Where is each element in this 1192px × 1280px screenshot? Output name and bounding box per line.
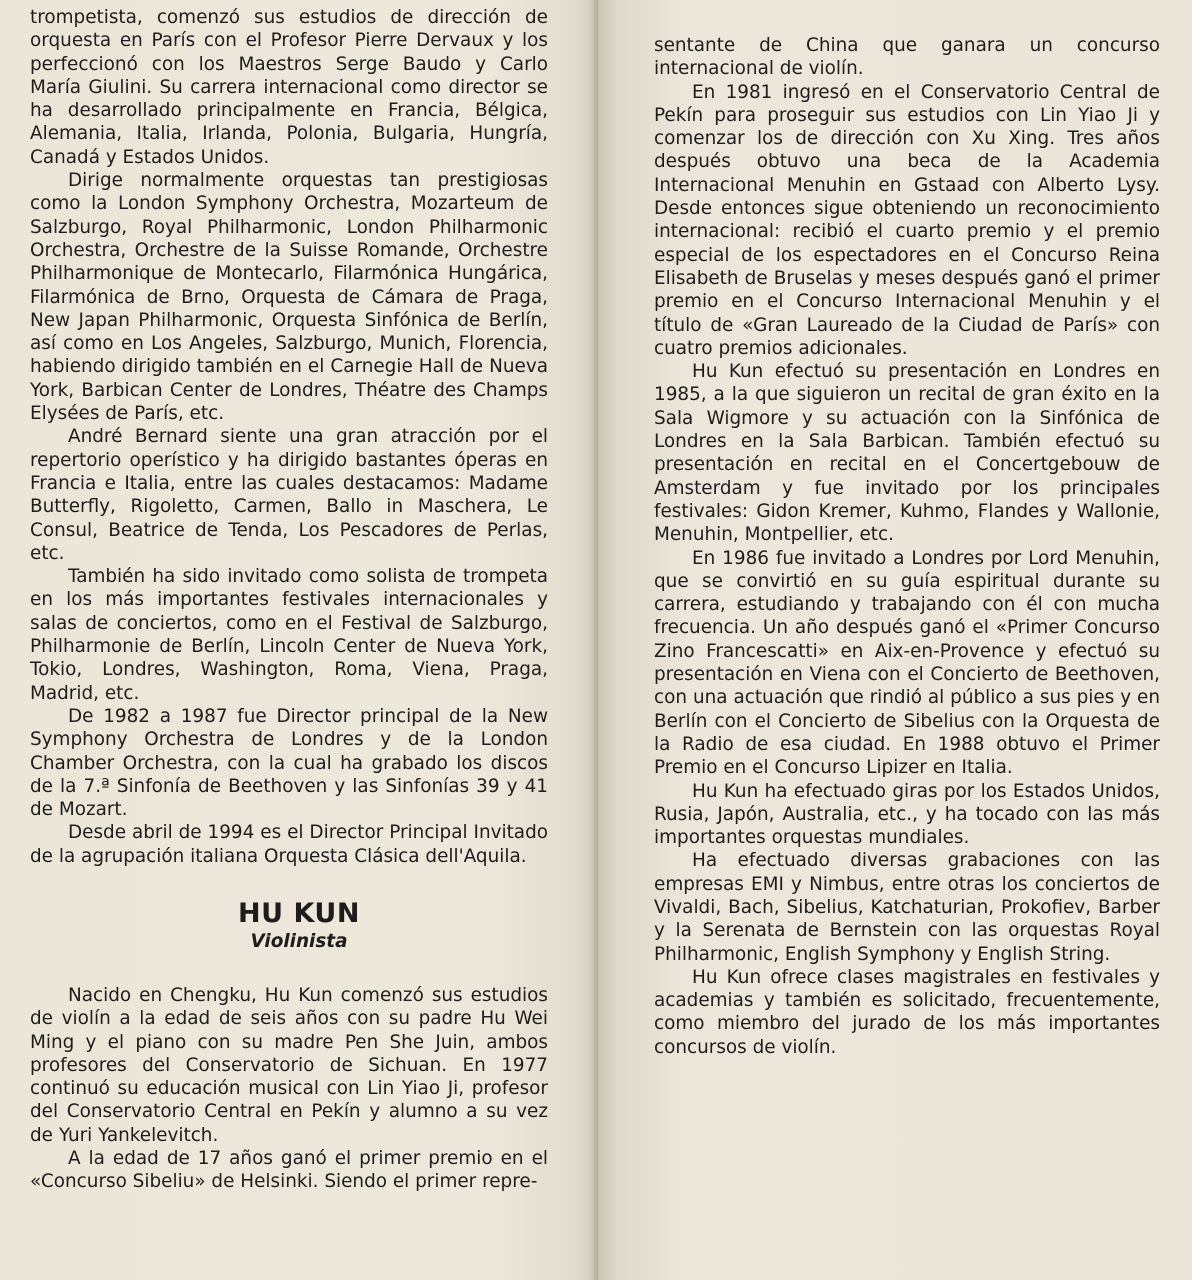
paragraph: sentante de China que ganara un concurso internacional de violín. xyxy=(654,35,1160,80)
paragraph: También ha sido invitado como solista de trompeta en los más importantes festivales internacionales y salas de conciertos, como en el Festival de Salzburgo, Philharmonie de Berlín, Lincoln Center de Nueva York, Tokio, Londres, Washington, Roma, Viena, Praga, Madrid, etc. xyxy=(30,566,548,704)
paragraph: Hu Kun ofrece clases magistrales en festivales y academias y también es solicitado, frecuentemente, como miembro del jurado de los más importantes concursos de violín. xyxy=(654,966,1160,1058)
paragraph: En 1981 ingresó en el Conservatorio Central de Pekín para proseguir sus estudios con Lin Yiao Ji y comenzar los de dirección con Xu Xing. Tres años después obtuvo una beca de la Academia Internacional Menuhin en Gstaad con Alberto Lysy. Desde entonces sigue obteniendo un reconocimiento internacional: recibió el cuarto premio y el premio especial de los espectadores en el Concurso Reina Elisabeth de Bruselas y meses después ganó el primer premio en el Concurso Internacional Menuhin y el título de «Gran Laureado de la Ciudad de París» con cuatro premios adicionales. xyxy=(654,81,1160,359)
section-subtitle: Violinista xyxy=(250,930,348,952)
paragraph: En 1986 fue invitado a Londres por Lord Menuhin, que se convirtió en su guía espiritual durante su carrera, estudiando y trabajando con él con mucha frecuencia. Un año después ganó el «Primer Concurso Zino Francescatti» en Aix-en-Provence y efectuó su presentación en Viena con el Concierto de Beethoven, con una actuación que rindió al público a sus pies y en Berlín con el Concierto de Sibelius con la Orquesta de la Radio de esa ciudad. En 1988 obtuvo el Primer Premio en el Concurso Lipizer en Italia. xyxy=(654,547,1160,779)
paragraph: André Bernard siente una gran atracción por el repertorio operístico y ha dirigido bastantes óperas en Francia e Italia, entre las cuales destacamos: Madame Butterfly, Rigoletto, Carmen, Ballo in Maschera, Le Consul, Beatrice de Tenda, Los Pescadores de Perlas, etc. xyxy=(30,426,548,564)
section-heading xyxy=(30,898,548,954)
paragraph: Hu Kun efectuó su presentación en Londres en 1985, a la que siguieron un recital de gran éxito en la Sala Wigmore y su actuación con la Sinfónica de Londres en la Sala Barbican. También efectuó su presentación en recital en el Concertgebouw de Amsterdam y fue invitado por los principales festivales: Gidon Kremer, Kuhmo, Flandes y Wallonie, Menuhin, Montpellier, etc. xyxy=(654,361,1160,546)
paragraph: Dirige normalmente orquestas tan prestigiosas como la London Symphony Orchestra, Mozarteum de Salzburgo, Royal Philharmonic, London Philharmonic Orchestra, Orchestre de la Suisse Romande, Orchestre Philharmonique de Montecarlo, Filarmónica Hungárica, Filarmónica de Brno, Orquesta de Cámara de Praga, New Japan Philharmonic, Orquesta Sinfónica de Berlín, así como en Los Angeles, Salzburgo, Munich, Florencia, habiendo dirigido también en el Carnegie Hall de Nueva York, Barbican Center de Londres, Théatre des Champs Elysées de París, etc. xyxy=(30,170,548,425)
paragraph: De 1982 a 1987 fue Director principal de la New Symphony Orchestra de Londres y de la London Chamber Orchestra, con la cual ha grabado los discos de la 7.ª Sinfonía de Beethoven y las Sinfonías 39 y 41 de Mozart. xyxy=(30,705,548,821)
section-title: HU KUN xyxy=(238,897,360,929)
paragraph: Ha efectuado diversas grabaciones con las empresas EMI y Nimbus, entre otras los conciertos de Vivaldi, Bach, Sibelius, Katchaturian, Prokofiev, Barber y la Serenata de Bernstein con las orquestas Royal Philharmonic, English Symphony y English String. xyxy=(654,850,1160,965)
paragraph: A la edad de 17 años ganó el primer premio en el «Concurso Sibeliu» de Helsinki. Siendo el primer repre- xyxy=(30,1148,548,1193)
paragraph: Hu Kun ha efectuado giras por los Estados Unidos, Rusia, Japón, Australia, etc., y ha tocado con las más importantes orquestas mundiales. xyxy=(654,780,1160,849)
paragraph: Nacido en Chengku, Hu Kun comenzó sus estudios de violín a la edad de seis años con su padre Hu Wei Ming y el piano con su madre Pen She Juin, ambos profesores del Conservatorio de Sichuan. En 1977 continuó su educación musical con Lin Yiao Ji, profesor del Conservatorio Central en Pekín y alumno a su vez de Yuri Yankelevitch. xyxy=(30,984,548,1146)
right-page xyxy=(598,0,1192,1280)
paragraph: Desde abril de 1994 es el Director Principal Invitado de la agrupación italiana Orquesta Clásica dell'Aquila. xyxy=(30,822,548,867)
paragraph: trompetista, comenzó sus estudios de dirección de orquesta en París con el Profesor Pierre Dervaux y los perfeccionó con los Maestros Serge Baudo y Carlo María Giulini. Su carrera internacional como director se ha desarrollado principalmente en Francia, Bélgica, Alemania, Italia, Irlanda, Polonia, Bulgaria, Hungría, Canadá y Estados Unidos. xyxy=(30,7,548,168)
